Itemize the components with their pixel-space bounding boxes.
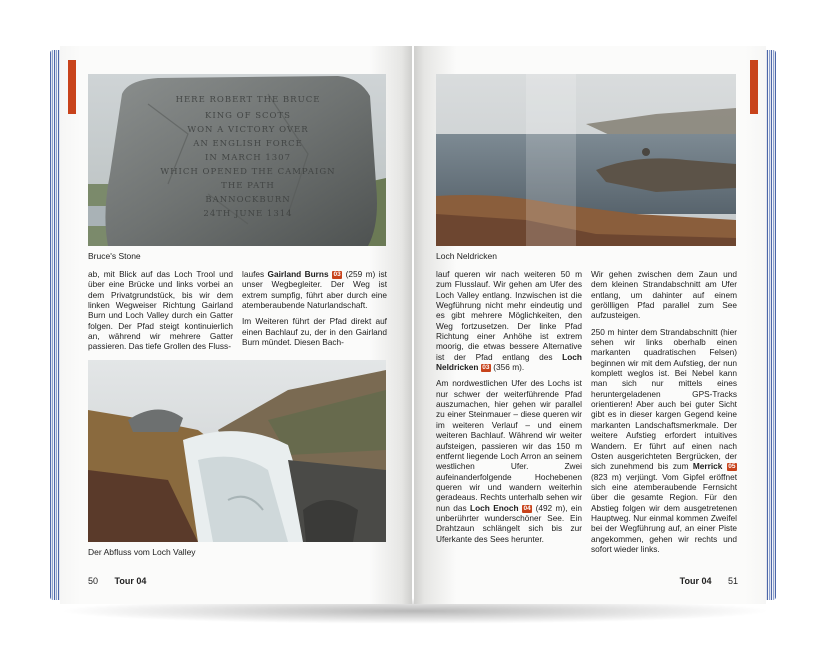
paragraph: ab, mit Blick auf das Loch Trool und über eine Brücke und links vorbei an dem Privatgrundstück, bis wir dem linken Wegweiser Richtung Gairland Burn und Loch Valley durch ein Gatter folgen. Der Pfad steigt kontinuierlich an, während wir mehrere Gatter passieren. Das tiefe Grollen des Fluss- (88, 269, 233, 352)
photo-loch-neldricken (436, 74, 736, 246)
open-book (50, 44, 776, 604)
place-name: Loch Enoch (470, 502, 519, 513)
photo-bruces-stone (88, 74, 386, 246)
inscription-line: KING OF SCOTS (205, 111, 291, 121)
text-run: (492 m), ein unberührter wunderschöner See. Ein Drahtzaun schlängelt sich bis zur Uferkante des Sees herunter. (436, 502, 582, 544)
page-number: 50 (88, 576, 99, 586)
section-label: Tour 04 (114, 576, 147, 586)
text-run: (259 m) ist unser Wegbegleiter. Der Weg ist extrem sumpfig, führt aber durch eine atemberaubende Naturlandschaft. (242, 269, 387, 311)
section-label: Tour 04 (679, 576, 712, 586)
waypoint-marker: 05 (728, 463, 736, 471)
inscription-line: WON A VICTORY OVER (187, 125, 309, 135)
inscription-line: 24TH JUNE 1314 (203, 209, 293, 219)
photo-caption: Bruce's Stone (88, 251, 141, 261)
loch-image (436, 74, 736, 246)
text-column-left-1 (88, 269, 233, 358)
photo-caption: Der Abfluss vom Loch Valley (88, 547, 196, 557)
left-page (60, 46, 412, 604)
waypoint-marker: 03 (333, 271, 341, 278)
photo-loch-valley-outflow (88, 360, 386, 542)
inscription-line: IN MARCH 1307 (205, 153, 291, 163)
text-run: laufes (242, 269, 268, 279)
text-column-right-2 (591, 269, 737, 560)
text-run: lauf queren wir nach weiteren 50 m zum Flusslauf. Wir gehen am Ufer des Loch Valley entlang. Inzwischen ist die Wegführung nicht mehr eindeutig und es gibt mehrere Möglichkeiten, den Weg fortzusetzen. Der linke Pfad Richtung einer Anhöhe ist extrem moorig, die etwas bessere Alternative ist der Pfad entlang des (436, 269, 582, 362)
text-run: Am nordwestlichen Ufer des Lochs ist nur schwer der weiterführende Pfad auszumachen, hier gehen wir parallel zu einer Steinmauer – diese queren wir im weiteren Verlauf – und einem weiteren Bachlauf. Während wir weiter aufsteigen, passieren wir das 150 m entfernt liegende Loch Arron an seinem westlichen Ufer. Zwei aufeinanderfolgende Hochebenen queren wir und wandern weiterhin geradeaus. Rechts unterhalb sehen wir nun das (436, 378, 582, 513)
place-name: Merrick (692, 461, 723, 472)
bruces-stone-image (88, 74, 386, 246)
inscription-line: AN ENGLISH FORCE (193, 139, 303, 149)
text-run: (356 m). (490, 362, 525, 373)
inscription-line: WHICH OPENED THE CAMPAIGN (160, 167, 336, 177)
inscription-line: HERE ROBERT THE BRUCE (175, 95, 321, 105)
text-column-right-1 (436, 269, 582, 550)
paragraph: Wir gehen zwischen dem Zaun und dem kleinen Strandabschnitt am Ufer entlang, um dahinter auf einem geröllligen Pfad parallel zum See aufzusteigen. (591, 269, 737, 321)
place-name: Loch Neldricken (436, 351, 582, 373)
right-page (414, 46, 766, 604)
page-number: 51 (727, 576, 738, 586)
paragraph: Im Weiteren führt der Pfad direkt auf einen Bachlauf zu, der in den Gairland Burn mündet. Diesen Bach- (242, 316, 387, 348)
text-column-left-2 (242, 269, 387, 353)
chapter-tab-marker (750, 60, 758, 114)
place-name: Gairland Burns (267, 269, 329, 279)
photo-caption: Loch Neldricken (436, 251, 497, 261)
chapter-tab-marker (68, 60, 76, 114)
paragraph (242, 269, 387, 310)
page-footer-right (680, 576, 738, 586)
waypoint-marker: 03 (482, 364, 490, 372)
paragraph (591, 327, 737, 555)
waypoint-marker: 04 (523, 504, 531, 512)
paragraph (436, 378, 582, 544)
paragraph (436, 269, 582, 372)
page-footer-left (88, 576, 146, 586)
text-run: 250 m hinter dem Strandabschnitt (hier sehen wir links oberhalb einen markanten quadratischen Felsen) beginnen wir mit dem Aufstieg, der nun komplett weglos ist. Bei Nebel kann man sich nur mittels eines heruntergeladenen GPS-Tracks orientieren! Aber auch bei guter Sicht gibt es in dieser kargen Gegend keine markanten Landschaftsmerkmale. Der weitere Aufstieg erfordert intuitives Wandern. Er führt auf einen nach Osten ausgerichteten Bergrücken, der sich zunehmend bis zum (591, 326, 737, 472)
inscription-line: THE PATH (221, 181, 275, 191)
waterfall-image (88, 360, 386, 542)
text-run: (823 m) verjüngt. Vom Gipfel eröffnet sich eine atemberaubende Fernsicht über die gesamte Region. Für den Abstieg folgen wir dem ausgetretenen Hauptweg. Nur einmal kommen Zweifel bei der Wegführung auf, an einer Piste angekommen, gehen wir rechts und sofort wieder links. (591, 471, 737, 554)
inscription-line: BANNOCKBURN (205, 195, 291, 205)
